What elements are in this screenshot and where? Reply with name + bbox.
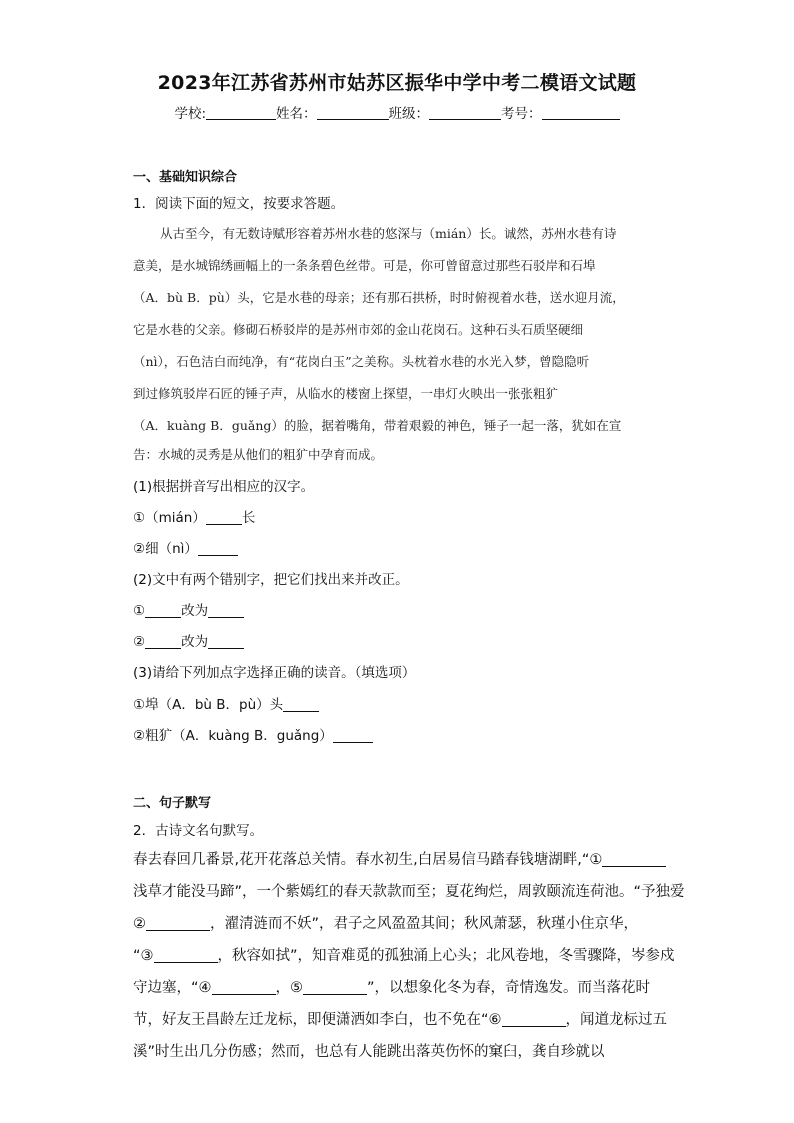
poem-line: 溪”时生出几分伤感；然而，也总有人能跳出落英伤怀的窠臼，龚自珍就以 — [133, 1044, 605, 1060]
exam-no-blank[interactable] — [542, 105, 620, 120]
name-blank[interactable] — [317, 105, 389, 120]
passage-line: 从古至今，有无数诗赋形容着苏州水巷的悠深与（mián）长。诚然，苏州水巷有诗 — [160, 226, 617, 241]
class-blank[interactable] — [429, 105, 501, 120]
subquestion-1b — [133, 537, 238, 557]
poem-text: ，闻道龙标过五 — [565, 1012, 668, 1028]
poem-line — [133, 944, 675, 965]
subquestion-3: (3)请给下列加点字选择正确的读音。（填选项） — [133, 665, 416, 681]
poem-text: 守边塞，“④ — [133, 980, 212, 996]
passage-line: 意美，是水城锦绣画幅上的一条条碧色丝带。可是，你可曾留意过那些石驳岸和石埠 — [133, 258, 596, 273]
subquestion-1a-tail: 长 — [241, 510, 256, 526]
name-label: 姓名： — [276, 106, 317, 122]
subquestion-3a — [133, 693, 319, 713]
answer-blank[interactable] — [198, 541, 238, 556]
poem-line — [133, 912, 661, 933]
poem-line — [133, 976, 661, 997]
answer-blank[interactable] — [145, 603, 181, 618]
passage-line: （A．bù B．pù）头，它是水巷的母亲；还有那石拱桥，时时俯视着水巷，送水迎月流， — [133, 290, 625, 305]
poem-text: ”，以想象化冬为春，奇情逸发。而当落花时 — [367, 980, 651, 996]
answer-blank[interactable] — [208, 634, 244, 649]
answer-blank[interactable] — [602, 852, 666, 867]
poem-text: ，濯清涟而不妖”，君子之风盈盈其间；秋风萧瑟，秋瑾小住京华， — [210, 916, 639, 932]
page-title: 2023年江苏省苏州市姑苏区振华中学中考二模语文试题 — [157, 72, 637, 94]
answer-blank[interactable] — [333, 728, 373, 743]
subquestion-1a — [133, 506, 255, 526]
answer-blank[interactable] — [154, 948, 218, 963]
passage-line: （nì），石色洁白而纯净，有“花岗白玉”之美称。头枕着水巷的水光入梦，曾隐隐听 — [133, 354, 590, 369]
item-number: ② — [133, 634, 146, 650]
poem-text: “③ — [133, 948, 154, 964]
subquestion-3a-label: ①埠（A．bù B．pù）头 — [133, 697, 284, 713]
section-heading-basic: 一、基础知识综合 — [133, 170, 238, 185]
school-label: 学校: — [174, 106, 207, 122]
answer-blank[interactable] — [208, 603, 244, 618]
subquestion-3b-label: ②粗犷（A．kuàng B．guǎng） — [133, 728, 333, 744]
subquestion-1: (1)根据拼音写出相应的汉字。 — [133, 479, 315, 495]
class-label: 班级： — [388, 106, 430, 122]
passage-line: 到过修筑驳岸石匠的锤子声，从临水的楼窗上探望，一串灯火映出一张张粗犷 — [133, 386, 559, 401]
question-2-stem: 2．古诗文名句默写。 — [133, 823, 264, 839]
answer-blank[interactable] — [145, 634, 181, 649]
passage-line: 它是水巷的父亲。修砌石桥驳岸的是苏州市郊的金山花岗石。这种石头石质坚硬细 — [133, 322, 584, 337]
passage-line: （A．kuàng B．guǎng）的脸，据着嘴角，带着艰毅的神色，锤子一起一落，犹如在宣 — [133, 418, 622, 433]
poem-line — [133, 848, 661, 869]
poem-text: ，⑤ — [275, 980, 304, 996]
poem-text: 春去春回几番景,花开花落总关情。春水初生,白居易信马踏春钱塘湖畔,“① — [133, 852, 603, 868]
subquestion-2: (2)文中有两个错别字，把它们找出来并改正。 — [133, 572, 409, 588]
student-info-row — [0, 102, 794, 122]
answer-blank[interactable] — [303, 980, 367, 995]
subquestion-1b-label: ②细（nì） — [133, 541, 198, 557]
subquestion-3b — [133, 724, 373, 744]
question-1-stem: 1．阅读下面的短文，按要求答题。 — [133, 196, 345, 212]
school-blank[interactable] — [206, 105, 276, 120]
subquestion-2a — [133, 599, 244, 619]
section-heading-recitation: 二、句子默写 — [133, 796, 212, 811]
item-number: ① — [133, 603, 146, 619]
change-to-label: 改为 — [181, 634, 209, 650]
passage-line: 告：水城的灵秀是从他们的粗犷中孕育而成。 — [133, 447, 384, 462]
poem-line: 浅草才能没马蹄”，一个紫嫣红的春天款款而至；夏花绚烂，周敦颐流连荷池。“予独爱 — [133, 884, 685, 900]
exam-no-label: 考号： — [501, 106, 542, 122]
poem-line — [133, 1008, 668, 1029]
answer-blank[interactable] — [212, 980, 276, 995]
answer-blank[interactable] — [206, 510, 242, 525]
subquestion-2b — [133, 630, 244, 650]
change-to-label: 改为 — [181, 603, 209, 619]
answer-blank[interactable] — [283, 697, 319, 712]
poem-text: ② — [133, 916, 146, 932]
poem-text: ，秋容如拭”，知音难觅的孤独涌上心头；北风卷地，冬雪骤降，岑参戍 — [217, 948, 675, 964]
answer-blank[interactable] — [502, 1012, 566, 1027]
answer-blank[interactable] — [146, 916, 210, 931]
subquestion-1a-label: ①（mián） — [133, 510, 206, 526]
poem-text: 节，好友王昌龄左迁龙标，即便潇洒如李白，也不免在“⑥ — [133, 1012, 502, 1028]
